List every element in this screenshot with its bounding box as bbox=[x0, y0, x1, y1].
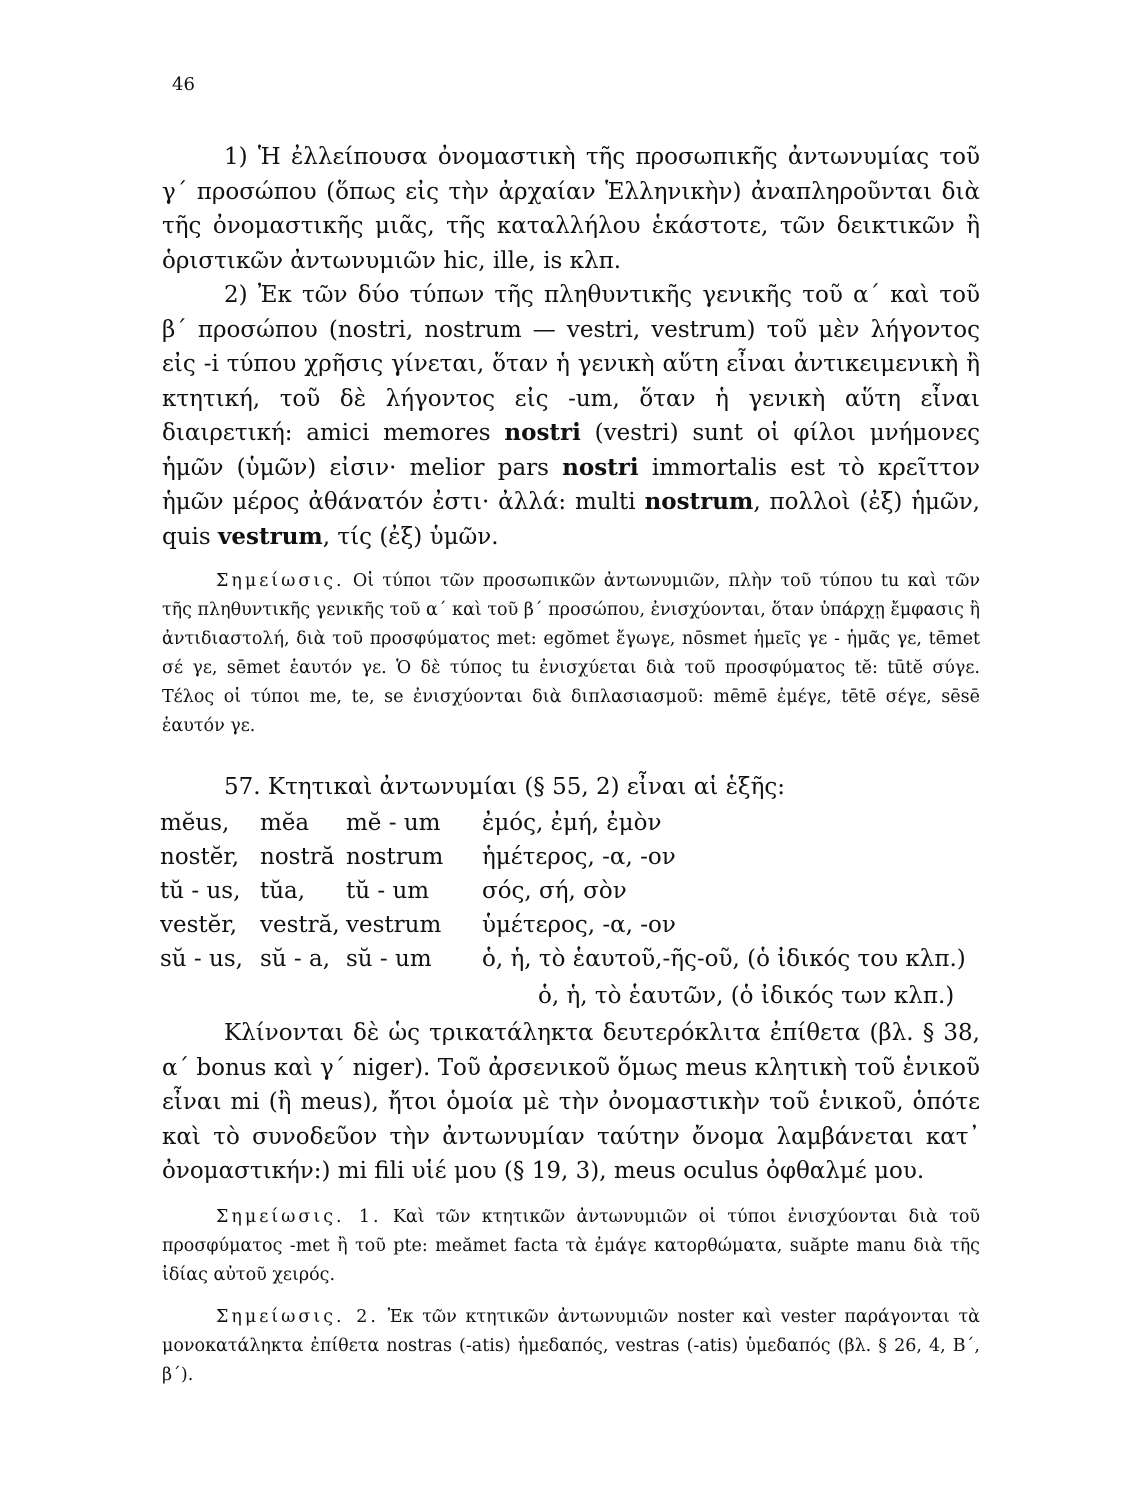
paragraph-1-text: 1) Ἡ ἐλλείπουσα ὀνομαστικὴ τῆς προσωπικῆς ἀντωνυμίας τοῦ γ΄ προσώπου (ὅπως εἰς τὴν ἀρχαίαν Ἑλληνικὴν) ἀναπληροῦνται διὰ τῆς ὀνομαστικῆς μιᾶς, τῆς καταλλήλου ἑκάστοτε, τῶν δεικτικῶν ἢ ὁριστικῶν ἀντωνυμιῶν hic, ille, is κλπ. bbox=[162, 144, 980, 274]
possessive-pronoun-table bbox=[160, 810, 990, 980]
paragraph-3-text: Κλίνονται δὲ ὡς τρικατάληκτα δευτερόκλιτα ἐπίθετα (βλ. § 38, α΄ bonus καὶ γ΄ niger). Τοῦ ἀρσενικοῦ ὅμως meus κλητικὴ τοῦ ἑνικοῦ εἶναι mi (ἢ meus), ἤτοι ὁμοία μὲ τὴν ὀνομαστικὴν τοῦ ἑνικοῦ, ὁπότε καὶ τὸ συνοδεῦον τὴν ἀντωνυμίαν ταύτην ὄνομα λαμβάνεται κατ᾽ ὀνομαστικήν:) mi fili υἱέ μου (§ 19, 3), meus oculus ὀφθαλμέ μου. bbox=[162, 1020, 980, 1184]
table-cell: mĕ - um bbox=[346, 810, 441, 836]
note-2-body: Καὶ τῶν κτητικῶν ἀντωνυμιῶν οἱ τύποι ἐνισχύονται διὰ τοῦ προσφύματος -met ἢ τοῦ pte: meămet facta τὰ ἐμάγε κατορθώματα, suăpte manu διὰ τῆς ἰδίας αὐτοῦ χειρός. bbox=[162, 1207, 981, 1285]
paragraph-2-part-4: , πολλοὶ (ἐξ) ἡμῶν, quis bbox=[162, 489, 980, 550]
table-tail-line: ὁ, ἡ, τὸ ἑαυτῶν, (ὁ ἰδικός των κλπ.) bbox=[538, 983, 955, 1009]
table-row bbox=[160, 810, 990, 844]
paragraph-2-part-3: immortalis est τὸ κρεῖττον ἡμῶν μέρος ἀθάνατόν ἐστι· ἀλλά: multi bbox=[162, 454, 980, 515]
table-cell: sŭ - us, bbox=[160, 946, 243, 972]
paragraph-1 bbox=[162, 140, 980, 278]
table-cell: tŭ - us, bbox=[160, 878, 241, 904]
table-cell: tŭa, bbox=[260, 878, 306, 904]
section-heading-text: Κτητικαὶ ἀντωνυμίαι (§ 55, 2) εἶναι αἱ ἑξῆς: bbox=[267, 774, 785, 800]
table-cell: mĕa bbox=[260, 810, 310, 836]
page-number: 46 bbox=[172, 74, 195, 95]
note-2 bbox=[162, 1203, 980, 1290]
paragraph-2-text bbox=[162, 278, 980, 554]
table-cell: sŭ - um bbox=[346, 946, 432, 972]
note-2-text bbox=[162, 1203, 980, 1290]
table-cell: vestră, bbox=[260, 912, 340, 938]
note-1-text bbox=[162, 567, 980, 741]
note-2-label: Σημείωσις. 1. bbox=[216, 1207, 382, 1227]
note-1 bbox=[162, 567, 980, 741]
table-cell: ἡμέτερος, -α, -ον bbox=[482, 844, 676, 870]
table-row bbox=[160, 946, 990, 980]
table-cell: nostĕr, bbox=[160, 844, 240, 870]
section-57-heading bbox=[162, 770, 980, 805]
section-57-line bbox=[162, 770, 980, 805]
table-cell: vestĕr, bbox=[160, 912, 238, 938]
table-cell: σός, σή, σὸν bbox=[482, 878, 627, 904]
paragraph-2 bbox=[162, 278, 980, 554]
table-row bbox=[160, 844, 990, 878]
table-cell: ἐμός, ἐμή, ἐμὸν bbox=[482, 810, 662, 836]
paragraph-2-part-1: 2) Ἐκ τῶν δύο τύπων τῆς πληθυντικῆς γενικῆς τοῦ α΄ καὶ τοῦ β΄ προσώπου (nostri, nostrum — vestri, vestrum) τοῦ μὲν λήγοντος εἰς -i τύπου χρῆσις γίνεται, ὅταν ἡ γενικὴ αὕτη εἶναι ἀντικειμενικὴ ἢ κτητική, τοῦ δὲ λήγοντος εἰς -um, ὅταν ἡ γενικὴ αὕτη εἶναι διαιρετική: amici memores bbox=[162, 282, 980, 446]
table-cell: ὑμέτερος, -α, -ον bbox=[482, 912, 676, 938]
note-3-text bbox=[162, 1303, 980, 1390]
note-3-body: Ἐκ τῶν κτητικῶν ἀντωνυμιῶν noster καὶ vester παράγονται τὰ μονοκατάληκτα ἐπίθετα nostras (-atis) ἡμεδαπός, vestras (-atis) ὑμεδαπός (βλ. § 26, 4, Β΄, β΄). bbox=[162, 1307, 980, 1385]
table-row bbox=[160, 878, 990, 912]
paragraph-2-part-2: (vestri) sunt οἱ φίλοι μνήμονες ἡμῶν (ὑμῶν) εἰσιν· melior pars bbox=[162, 420, 980, 481]
table-cell: tŭ - um bbox=[346, 878, 430, 904]
bold-nostri-2: nostri bbox=[562, 453, 639, 481]
note-1-label: Σημείωσις. bbox=[216, 571, 345, 591]
table-cell: vestrum bbox=[346, 912, 442, 938]
table-cell: ὁ, ἡ, τὸ ἑαυτοῦ,-ῆς-οῦ, (ὁ ἰδικός του κλπ.) bbox=[482, 946, 966, 972]
bold-vestrum: vestrum bbox=[218, 522, 323, 550]
table-cell: mĕus, bbox=[160, 810, 230, 836]
note-3-label: Σημείωσις. 2. bbox=[216, 1307, 379, 1327]
table-row bbox=[160, 912, 990, 946]
paragraph-2-part-5: , τίς (ἐξ) ὑμῶν. bbox=[322, 523, 499, 550]
table-cell: nostrum bbox=[346, 844, 444, 870]
table-cell: nostră bbox=[260, 844, 335, 870]
bold-nostrum: nostrum bbox=[644, 488, 754, 515]
note-3 bbox=[162, 1303, 980, 1390]
table-cell: sŭ - a, bbox=[260, 946, 331, 972]
paragraph-3 bbox=[162, 1016, 980, 1189]
note-1-body: Οἱ τύποι τῶν προσωπικῶν ἀντωνυμιῶν, πλὴν τοῦ τύπου tu καὶ τῶν τῆς πληθυντικῆς γενικῆς τοῦ α΄ καὶ τοῦ β΄ προσώπου, ἐνισχύονται, ὅταν ὑπάρχῃ ἔμφασις ἢ ἀντιδιαστολή, διὰ τοῦ προσφύματος met: egŏmet ἔγωγε, nōsmet ἡμεῖς γε - ἡμᾶς γε, tēmet σέ γε, sēmet ἑαυτόν γε. Ὁ δὲ τύπος tu ἐνισχύεται διὰ τοῦ προσφύματος tĕ: tūtĕ σύγε. Τέλος οἱ τύποι me, te, se ἐνισχύονται διὰ διπλασιασμοῦ: mēmē ἐμέγε, tētē σέγε, sēsē ἑαυτόν γε. bbox=[162, 571, 980, 736]
bold-nostri-1: nostri bbox=[504, 419, 581, 446]
section-number: 57. bbox=[224, 774, 261, 800]
